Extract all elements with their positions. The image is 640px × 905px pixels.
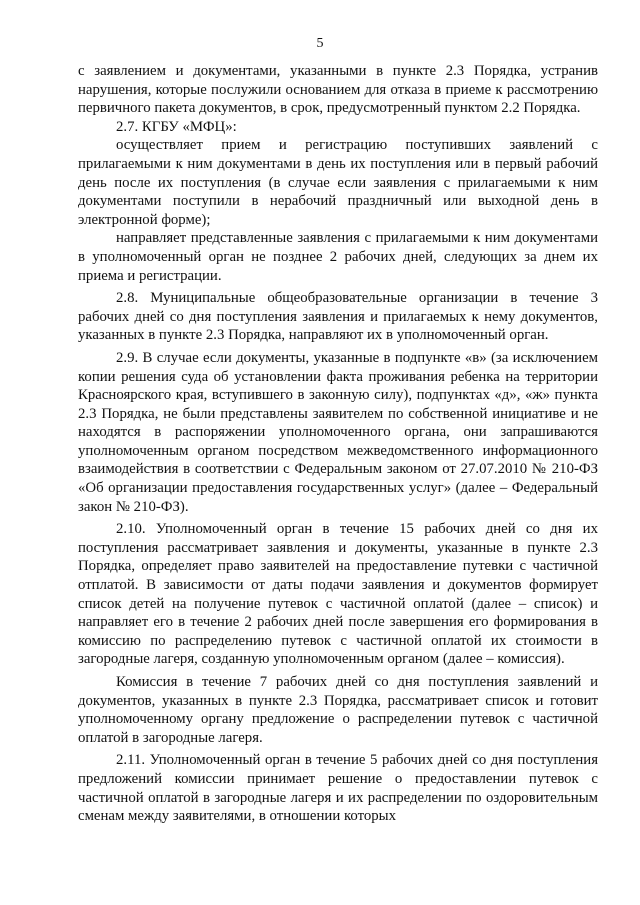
paragraph-2-9: 2.9. В случае если документы, указанные в подпункте «в» (за исключением копии решения суда об установлении факта проживания ребенка на территории Красноярского края, вступившего в законную силу), подпунктах «д», «ж» пункта 2.3 Порядка, не были представлены заявителем по собственной инициативе и не находятся в распоряжении уполномоченного органа, они запрашиваются уполномоченным органом посредством межведомственного информационного взаимодействия в соответствии с Федеральным законом от 27.07.2010 № 210-ФЗ «Об организации предоставления государственных услуг» (далее – Федеральный закон № 210-ФЗ). (78, 349, 598, 515)
paragraph-2-11: 2.11. Уполномоченный орган в течение 5 рабочих дней со дня поступления предложений комиссии принимает решение о предоставлении путевок с частичной оплатой в загородные лагеря и их распределении по оздоровительным сменам между заявителями, в отношении которых (78, 752, 598, 825)
paragraph-2-7-heading: 2.7. КГБУ «МФЦ»: (116, 118, 237, 135)
paragraph-2-8: 2.8. Муниципальные общеобразовательные организации в течение 3 рабочих дней со дня поступления заявления и прилагаемых к нему документов, указанных в пункте 2.3 Порядка, направляют их в уполномоченный орган. (78, 290, 598, 344)
paragraph-2-10: 2.10. Уполномоченный орган в течение 15 рабочих дней со дня их поступления рассматривает заявления и документы, указанные в пункте 2.3 Порядка, определяет право заявителей на предоставление путевки с частичной отплатой. В зависимости от даты подачи заявления и документов формирует список детей на получение путевок с частичной оплатой (далее – список) и направляет его в течение 2 рабочих дней после завершения его формирования в комиссию по распределению путевок с частичной оплатой их стоимости в загородные лагеря, созданную уполномоченным органом (далее – комиссия). (78, 521, 598, 668)
page-number: 5 (316, 36, 324, 51)
paragraph-commission: Комиссия в течение 7 рабочих дней со дня поступления заявлений и документов, указанных в пункте 2.3 Порядка, рассматривает список и готовит уполномоченному органу предложение о распределении путевок с частичной оплатой в загородные лагеря. (78, 674, 598, 746)
document-body (78, 62, 598, 826)
paragraph-2-7-forwarding: направляет представленные заявления с прилагаемыми к ним документами в уполномоченный орган не позднее 2 рабочих дней, следующих за днем их приема и регистрации. (78, 230, 598, 284)
paragraph-2-7-registration: осуществляет прием и регистрацию поступивших заявлений с прилагаемыми к ним документами в день их поступления или в первый рабочий день после их поступления (в случае если заявления с прилагаемыми к ним документами поступили в нерабочий праздничный или выходной день в электронной форме); (78, 137, 598, 228)
paragraph-continuation: с заявлением и документами, указанными в пункте 2.3 Порядка, устранив нарушения, которые послужили основанием для отказа в приеме к рассмотрению первичного пакета документов, в срок, предусмотренный пунктом 2.2 Порядка. (78, 63, 598, 117)
